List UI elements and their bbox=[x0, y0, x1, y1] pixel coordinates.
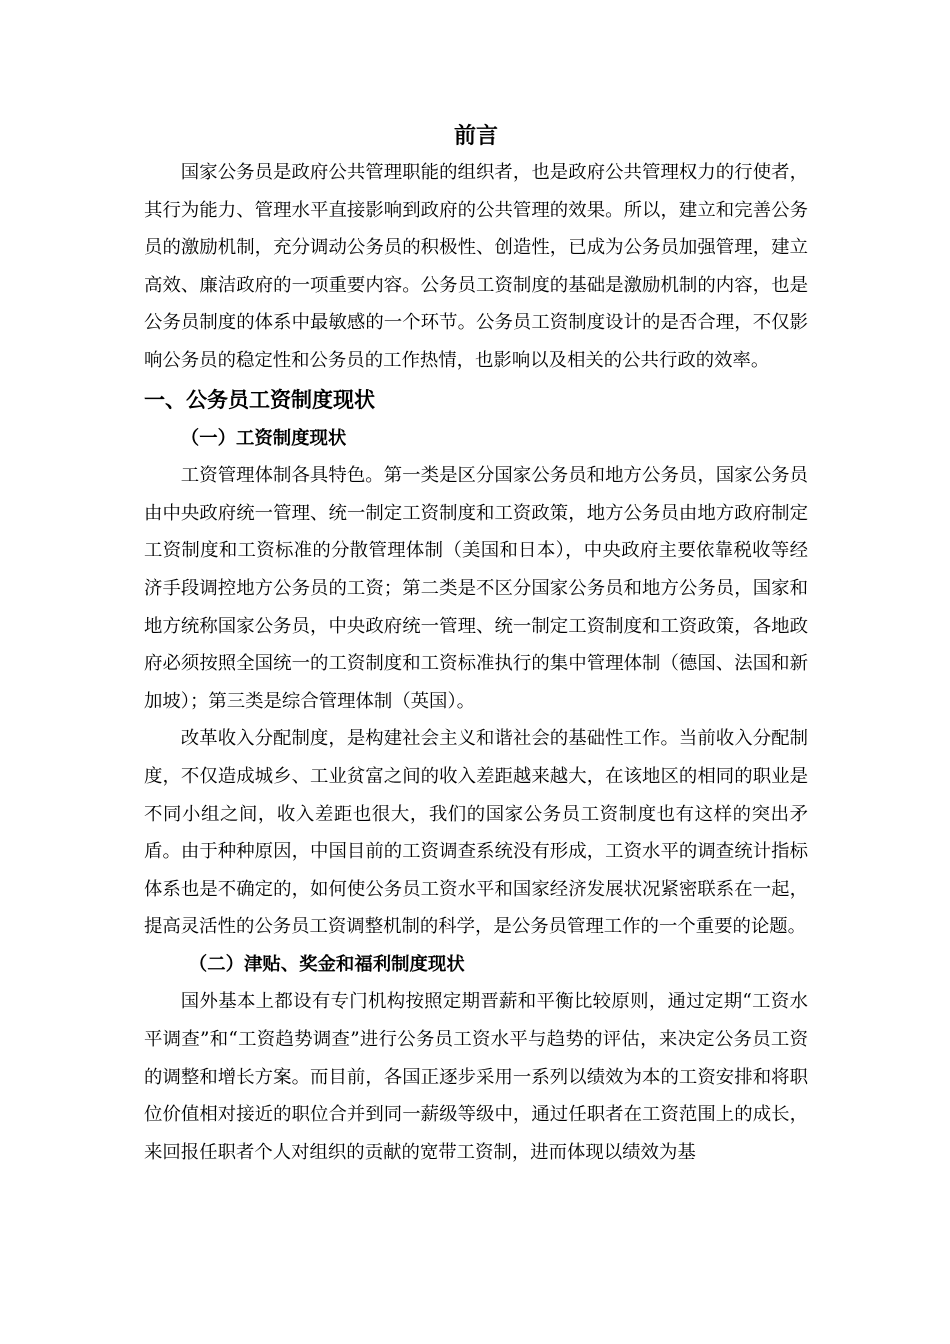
body-paragraph: 工资管理体制各具特色。第一类是区分国家公务员和地方公务员，国家公务员由中央政府统一管理、统一制定工资制度和工资政策，地方公务员由地方政府制定工资制度和工资标准的分散管理体制（美国和日本），中央政府主要依靠税收等经济手段调控地方公务员的工资；第二类是不区分国家公务员和地方公务员，国家和地方统称国家公务员，中央政府统一管理、统一制定工资制度和工资政策，各地政府必须按照全国统一的工资制度和工资标准执行的集中管理体制（德国、法国和新加坡）；第三类是综合管理体制（英国）。 bbox=[144, 465, 808, 712]
body-paragraph: 改革收入分配制度，是构建社会主义和谐社会的基础性工作。当前收入分配制度，不仅造成城乡、工业贫富之间的收入差距越来越大，在该地区的相同的职业是不同小组之间，收入差距也很大，我们的国家公务员工资制度也有这样的突出矛盾。由于种种原因，中国目前的工资调查系统没有形成，工资水平的调查统计指标体系也是不确定的，如何使公务员工资水平和国家经济发展状况紧密联系在一起，提高灵活性的公务员工资调整机制的科学，是公务员管理工作的一个重要的论题。 bbox=[144, 728, 808, 938]
page-title: 前言 bbox=[453, 123, 498, 149]
body-paragraph: 国外基本上都设有专门机构按照定期晋薪和平衡比较原则，通过定期“工资水平调查”和“工资趋势调查”进行公务员工资水平与趋势的评估，来决定公务员工资的调整和增长方案。而目前，各国正逐步采用一系列以绩效为本的工资安排和将职位价值相对接近的职位合并到同一薪级等级中，通过任职者在工资范围上的成长，来回报任职者个人对组织的贡献的宽带工资制，进而体现以绩效为基 bbox=[144, 991, 808, 1163]
subsection-heading: （二）津贴、奖金和福利制度现状 bbox=[188, 953, 465, 975]
document-body bbox=[144, 118, 808, 1171]
section-heading: 一、公务员工资制度现状 bbox=[144, 386, 375, 412]
preface-paragraph: 国家公务员是政府公共管理职能的组织者，也是政府公共管理权力的行使者，其行为能力、管理水平直接影响到政府的公共管理的效果。所以，建立和完善公务员的激励机制，充分调动公务员的积极性、创造性，已成为公务员加强管理，建立高效、廉洁政府的一项重要内容。公务员工资制度的基础是激励机制的内容，也是公务员制度的体系中最敏感的一个环节。公务员工资制度设计的是否合理，不仅影响公务员的稳定性和公务员的工作热情，也影响以及相关的公共行政的效率。 bbox=[144, 162, 808, 371]
subsection-heading: （一）工资制度现状 bbox=[180, 427, 347, 449]
